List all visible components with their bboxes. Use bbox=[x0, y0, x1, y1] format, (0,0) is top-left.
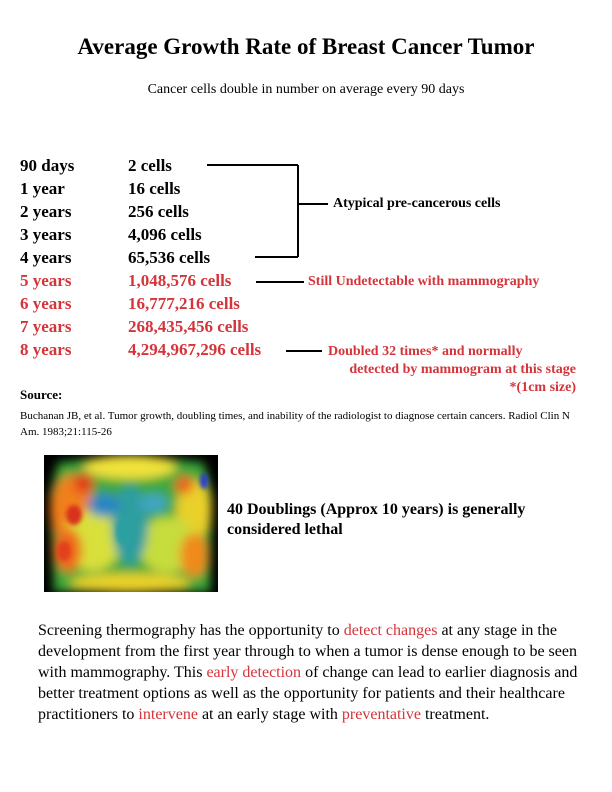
doubled-note-line: Doubled 32 times* and normally bbox=[328, 344, 523, 359]
paragraph-text: at an early stage with bbox=[197, 706, 342, 723]
page-subtitle: Cancer cells double in number on average every 90 days bbox=[147, 82, 465, 97]
row-cells: 65,536 cells bbox=[128, 248, 211, 267]
row-cells: 16,777,216 cells bbox=[128, 294, 240, 313]
row-time: 6 years bbox=[20, 294, 72, 313]
row-cells: 1,048,576 cells bbox=[128, 271, 232, 290]
row-cells: 256 cells bbox=[128, 202, 189, 221]
row-cells: 2 cells bbox=[128, 156, 172, 175]
paragraph-text: at any stage in the development from the first year through to when a tumor is dense enough to be seen with mammography. This bbox=[38, 622, 577, 681]
thermography-paragraph bbox=[38, 620, 586, 725]
row-cells: 268,435,456 cells bbox=[128, 317, 249, 336]
paragraph-highlight: detect changes bbox=[343, 622, 438, 639]
row-time: 1 year bbox=[20, 179, 65, 198]
undetectable-note: Still Undetectable with mammography bbox=[308, 274, 540, 289]
source-label: Source: bbox=[20, 387, 63, 402]
paragraph-highlight: early detection bbox=[206, 664, 302, 681]
paragraph-text: treatment. bbox=[420, 706, 490, 723]
atypical-note: Atypical pre-cancerous cells bbox=[333, 196, 501, 211]
thermography-image bbox=[44, 455, 218, 592]
doubled-note-line: detected by mammogram at this stage bbox=[349, 362, 576, 377]
row-cells: 4,294,967,296 cells bbox=[128, 340, 262, 359]
row-time: 4 years bbox=[20, 248, 72, 267]
paragraph-highlight: intervene bbox=[138, 706, 198, 723]
lethal-note: 40 Doublings (Approx 10 years) is generally considered lethal bbox=[227, 501, 526, 538]
paragraph-highlight: preventative bbox=[341, 706, 421, 723]
paragraph-text: Screening thermography has the opportunity to bbox=[38, 622, 344, 639]
page-title: Average Growth Rate of Breast Cancer Tumor bbox=[77, 34, 535, 59]
row-time: 3 years bbox=[20, 225, 72, 244]
doubled-note bbox=[300, 343, 576, 397]
row-time: 90 days bbox=[20, 156, 75, 175]
paragraph-text: of change can lead to earlier diagnosis and better treatment options as well as the opportunity for patients and their healthcare practitioners to bbox=[38, 664, 578, 723]
row-cells: 4,096 cells bbox=[128, 225, 202, 244]
source-reference: Buchanan JB, et al. Tumor growth, doubling times, and inability of the radiologist to diagnose certain cancers. Radiol Clin N Am. 1983;21:115-26 bbox=[20, 410, 570, 438]
row-time: 8 years bbox=[20, 340, 72, 359]
row-time: 5 years bbox=[20, 271, 72, 290]
row-time: 7 years bbox=[20, 317, 72, 336]
doubled-note-line: *(1cm size) bbox=[509, 380, 576, 395]
row-time: 2 years bbox=[20, 202, 72, 221]
row-cells: 16 cells bbox=[128, 179, 181, 198]
